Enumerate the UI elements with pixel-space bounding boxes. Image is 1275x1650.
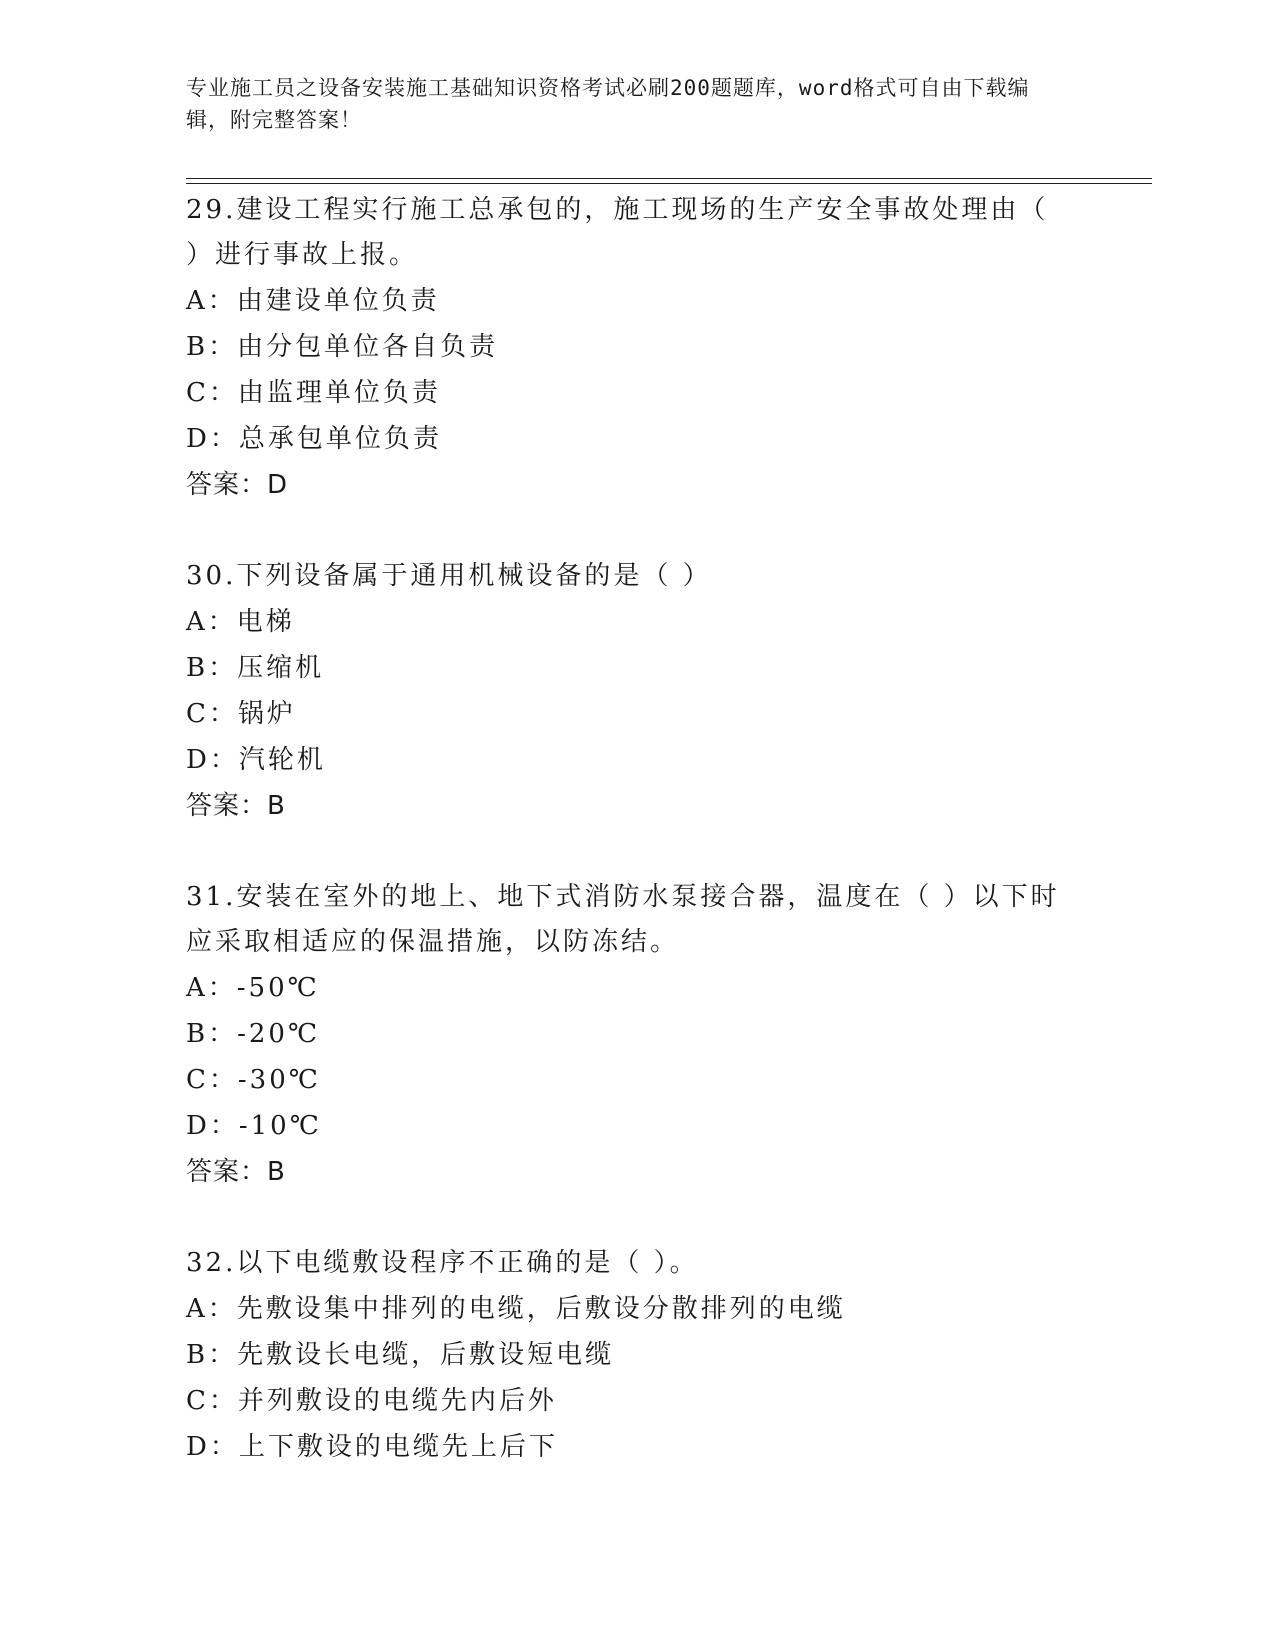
- question-stem: 29.建设工程实行施工总承包的，施工现场的生产安全事故处理由（ ）进行事故上报。: [186, 195, 1049, 270]
- option-d: D：上下敷设的电缆先上后下: [186, 1432, 558, 1462]
- option-c: C：并列敷设的电缆先内后外: [186, 1386, 557, 1416]
- question-29: [186, 188, 1086, 508]
- question-spacer: [186, 1195, 1086, 1241]
- answer-label: 答案：D: [186, 470, 289, 500]
- header-divider-top: [186, 178, 1152, 179]
- question-list: [186, 188, 1086, 1470]
- option-c: C：-30℃: [186, 1065, 321, 1095]
- option-a: A：电梯: [186, 607, 295, 637]
- answer-label: 答案：B: [186, 1157, 286, 1187]
- header-divider-bottom: [186, 183, 1152, 184]
- question-30: [186, 554, 1086, 829]
- question-spacer: [186, 508, 1086, 554]
- question-32: [186, 1241, 1086, 1470]
- option-b: B：由分包单位各自负责: [186, 332, 499, 362]
- option-c: C：由监理单位负责: [186, 378, 441, 408]
- question-stem: 32.以下电缆敷设程序不正确的是（ ）。: [186, 1248, 699, 1278]
- option-b: B：先敷设长电缆，后敷设短电缆: [186, 1340, 615, 1370]
- option-d: D：-10℃: [186, 1111, 322, 1141]
- option-d: D：总承包单位负责: [186, 424, 442, 454]
- option-c: C：锅炉: [186, 699, 296, 729]
- option-a: A：先敷设集中排列的电缆，后敷设分散排列的电缆: [186, 1294, 846, 1324]
- document-header: 专业施工员之设备安装施工基础知识资格考试必刷200题题库，word格式可自由下载编辑，附完整答案！: [186, 76, 1030, 132]
- answer-label: 答案：B: [186, 791, 286, 821]
- option-d: D：汽轮机: [186, 745, 326, 775]
- option-b: B：压缩机: [186, 653, 325, 683]
- question-stem: 30.下列设备属于通用机械设备的是（ ）: [186, 561, 712, 591]
- option-b: B：-20℃: [186, 1019, 321, 1049]
- question-spacer: [186, 829, 1086, 875]
- option-a: A：由建设单位负责: [186, 286, 440, 316]
- question-31: [186, 875, 1086, 1195]
- option-a: A：-50℃: [186, 973, 320, 1003]
- question-stem: 31.安装在室外的地上、地下式消防水泵接合器，温度在（ ）以下时应采取相适应的保温措施，以防冻结。: [186, 882, 1060, 957]
